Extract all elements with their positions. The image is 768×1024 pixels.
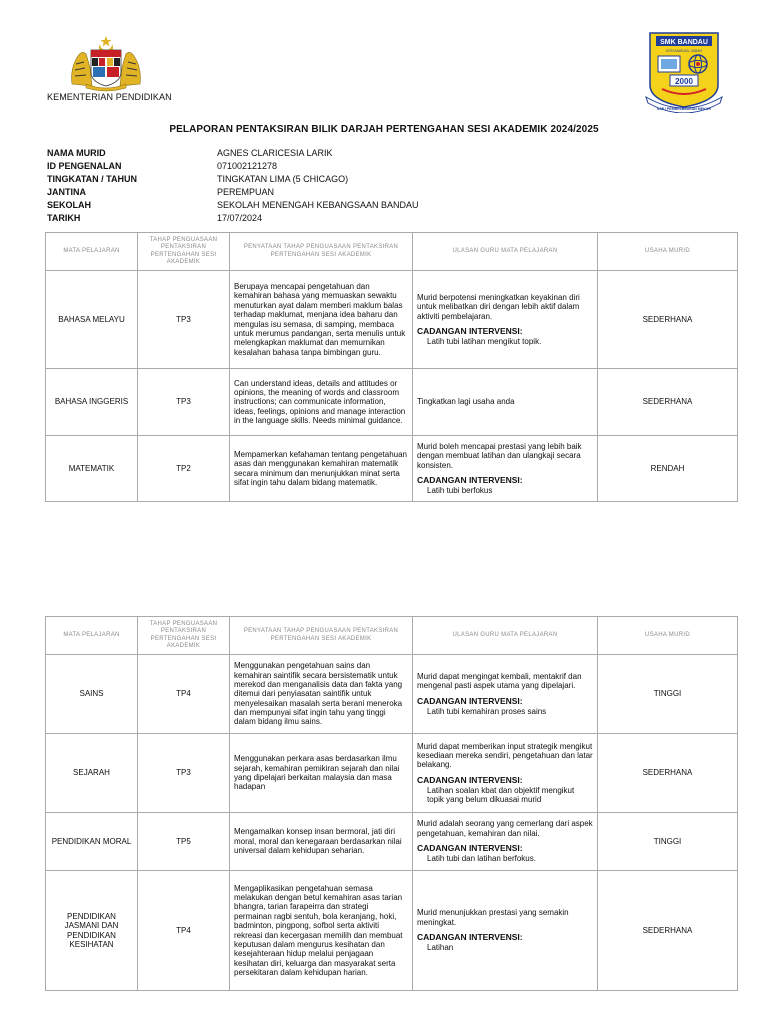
comment-cell [413, 369, 598, 436]
school-logo-icon [642, 27, 726, 113]
assessment-table-2 [45, 616, 738, 991]
assessment-table-1 [45, 232, 738, 502]
info-label: TINGKATAN / TAHUN [47, 173, 137, 184]
effort-cell: RENDAH [598, 436, 738, 502]
info-row-id [47, 159, 419, 172]
info-label: NAMA MURID [47, 147, 106, 158]
comment-text: Murid boleh mencapai prestasi yang lebih baik dengan membuat latihan dan ulangkaji secara konsisten. [417, 441, 582, 470]
subject-cell: SEJARAH [46, 734, 138, 813]
statement-cell: Mengaplikasikan pengetahuan semasa melakukan dengan betul kemahiran asas tarian bhangra, tarian farapeirra dan strategi permainan ragbi sentuh, bola keranjang, hoki, badminton, pingpong, sofbol serta aktiviti rekreasi dan kecergasan memilih dan membuat keputusan dalam mengurus kesihatan dan kesejahteraan hidup melalui penjagaan kesihatan diri, keluarga dan masyarakat serta persekitaran dalam kehidupan harian. [230, 871, 413, 991]
table-row [46, 813, 738, 871]
intervention-label: CADANGAN INTERVENSI: [417, 695, 523, 706]
comment-text: Tingkatkan lagi usaha anda [417, 397, 515, 407]
table-row [46, 734, 738, 813]
column-header-tp: TAHAP PENGUASAAN PENTAKSIRAN PERTENGAHAN SESI AKADEMIK [138, 233, 230, 271]
info-value: AGNES CLARICESIA LARIK [217, 147, 333, 158]
tp-cell: TP5 [138, 813, 230, 871]
info-value: 071002121278 [217, 160, 278, 171]
school-logo-motto: ILMU PEMBELAJARAN MEKAR [657, 107, 711, 111]
tp-cell: TP2 [138, 436, 230, 502]
table-header-row [46, 233, 738, 271]
ministry-name: KEMENTERIAN PENDIDIKAN [47, 92, 172, 102]
statement-cell: Menggunakan perkara asas berdasarkan ilmu sejarah, kemahiran pemikiran sejarah dan nilai yang dipelajari berkaitan malaysia dan masa hadapan [230, 734, 413, 813]
intervention-label: CADANGAN INTERVENSI: [417, 843, 523, 854]
subject-cell: PENDIDIKAN JASMANI DAN PENDIDIKAN KESIHATAN [46, 871, 138, 991]
effort-cell: TINGGI [598, 813, 738, 871]
comment-cell [413, 813, 598, 871]
comment-cell [413, 436, 598, 502]
student-info [47, 146, 419, 224]
school-logo-name: SMK BANDAU [660, 39, 708, 46]
info-row-gender [47, 185, 419, 198]
subject-cell: BAHASA INGGERIS [46, 369, 138, 436]
column-header-comment: ULASAN GURU MATA PELAJARAN [413, 617, 598, 655]
info-value: SEKOLAH MENENGAH KEBANGSAAN BANDAU [217, 199, 419, 210]
info-label: SEKOLAH [47, 199, 92, 210]
comment-text: Murid dapat mengingat kembali, mentakrif dan mengenal pasti aspek utama yang dipelajari. [417, 671, 582, 691]
tp-cell: TP4 [138, 655, 230, 734]
info-label: JANTINA [47, 186, 87, 197]
comment-cell [413, 271, 598, 369]
comment-text: Murid menunjukkan prestasi yang semakin meningkat. [417, 908, 569, 927]
column-header-statement: PENYATAAN TAHAP PENGUASAAN PENTAKSIRAN PERTENGAHAN SESI AKADEMIK [230, 617, 413, 655]
info-value: 17/07/2024 [217, 212, 263, 223]
effort-cell: SEDERHANA [598, 369, 738, 436]
effort-cell: SEDERHANA [598, 871, 738, 991]
column-header-statement: PENYATAAN TAHAP PENGUASAAN PENTAKSIRAN PERTENGAHAN SESI AKADEMIK [230, 233, 413, 271]
statement-cell: Berupaya mencapai pengetahuan dan kemahiran bahasa yang memuaskan sewaktu menuturkan ayat dalam memberi maklum balas terhadap maklumat, menjana idea baharu dan mengulas isu semasa, di samping, membaca untuk merumus pandangan, serta menulis untuk melengkapkan maklumat dan memurnikan kesalahan bahasa tanpa bimbingan guru. [230, 271, 413, 369]
table-header-row [46, 617, 738, 655]
info-value: PEREMPUAN [217, 186, 275, 197]
info-value: TINGKATAN LIMA (5 CHICAGO) [217, 173, 349, 184]
table-row [46, 369, 738, 436]
intervention-label: CADANGAN INTERVENSI: [417, 325, 523, 336]
statement-cell: Mengamalkan konsep insan bermoral, jati diri moral, moral dan kenegaraan berdasarkan nilai universal dalam kehidupan seharian. [230, 813, 413, 871]
intervention-text: Latihan soalan kbat dan objektif mengikut topik yang belum dikuasai murid [427, 785, 575, 804]
table-row [46, 436, 738, 502]
intervention-text: Latih tubi kemahiran proses sains [427, 706, 547, 716]
tp-cell: TP3 [138, 734, 230, 813]
subject-cell: MATEMATIK [46, 436, 138, 502]
statement-cell: Menggunakan pengetahuan sains dan kemahiran saintifik secara bersistematik untuk merekod dan menganalisis data dan fakta yang ditemui dari penyiasatan saintifik untuk menyelesaikan masalah serta berani meneroka dan mempunyai sifat ingin tahu yang tinggi dalam bidang ilmu sains. [230, 655, 413, 734]
subject-cell: SAINS [46, 655, 138, 734]
comment-text: Murid adalah seorang yang cemerlang dari aspek pengetahuan, kemahiran dan nilai. [417, 819, 593, 838]
table-row [46, 271, 738, 369]
statement-cell: Can understand ideas, details and attitudes or opinions, the meaning of words and classroom instructions; can communicate information, ideas, feelings, opinions and manage interaction in the language skills. Needs minimal guidance. [230, 369, 413, 436]
effort-cell: SEDERHANA [598, 734, 738, 813]
tp-cell: TP4 [138, 871, 230, 991]
coat-of-arms-icon [66, 34, 146, 92]
table-row [46, 655, 738, 734]
comment-text: Murid berpotensi meningkatkan keyakinan diri untuk melibatkan diri dengan lebih aktif dalam aktiviti pembelajaran. [417, 292, 580, 321]
comment-cell [413, 871, 598, 991]
tp-cell: TP3 [138, 369, 230, 436]
intervention-label: CADANGAN INTERVENSI: [417, 474, 523, 485]
effort-cell: TINGGI [598, 655, 738, 734]
intervention-label: CADANGAN INTERVENSI: [417, 774, 523, 785]
intervention-text: Latih tubi dan latihan berfokus. [427, 854, 536, 864]
intervention-text: Latih tubi latihan mengikut topik. [427, 336, 542, 346]
effort-cell: SEDERHANA [598, 271, 738, 369]
info-label: ID PENGENALAN [47, 160, 122, 171]
tp-cell: TP3 [138, 271, 230, 369]
subject-cell: PENDIDIKAN MORAL [46, 813, 138, 871]
info-row-school [47, 198, 419, 211]
comment-cell [413, 655, 598, 734]
column-header-effort: USAHA MURID [598, 233, 738, 271]
info-row-name [47, 146, 419, 159]
column-header-subject: MATA PELAJARAN [46, 233, 138, 271]
intervention-text: Latih tubi berfokus [427, 485, 493, 495]
comment-cell [413, 734, 598, 813]
intervention-text: Latihan [427, 943, 454, 953]
comment-text: Murid dapat memberikan input strategik mengikut kesediaan mereka sendiri, pengetahuan dan latar belakang. [417, 741, 593, 770]
table-row [46, 871, 738, 991]
info-row-date [47, 211, 419, 224]
column-header-tp: TAHAP PENGUASAAN PENTAKSIRAN PERTENGAHAN SESI AKADEMIK [138, 617, 230, 655]
statement-cell: Mempamerkan kefahaman tentang pengetahuan asas dan menggunakan kemahiran matematik secara minimum dan menunjukkan minat serta sifat ingin tahu dalam bidang matematik. [230, 436, 413, 502]
column-header-comment: ULASAN GURU MATA PELAJARAN [413, 233, 598, 271]
school-logo-location: KOTA MARUDU, SABAH [666, 49, 702, 53]
report-title: PELAPORAN PENTAKSIRAN BILIK DARJAH PERTENGAHAN SESI AKADEMIK 2024/2025 [169, 124, 599, 135]
info-label: TARIKH [47, 212, 81, 223]
column-header-effort: USAHA MURID [598, 617, 738, 655]
column-header-subject: MATA PELAJARAN [46, 617, 138, 655]
info-row-class [47, 172, 419, 185]
school-logo-year: 2000 [675, 77, 693, 86]
subject-cell: BAHASA MELAYU [46, 271, 138, 369]
intervention-label: CADANGAN INTERVENSI: [417, 932, 523, 943]
